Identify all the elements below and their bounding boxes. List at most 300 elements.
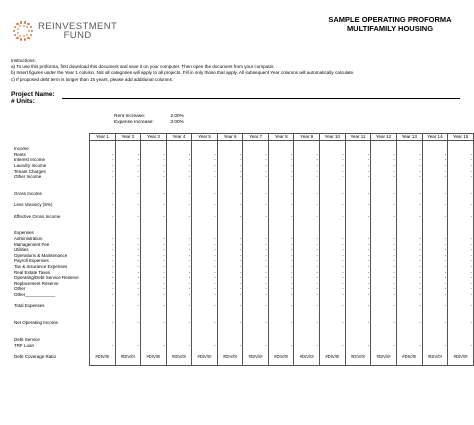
value-cell: - [115, 270, 141, 276]
value-cell[interactable]: - [90, 286, 116, 292]
value-cell: - [422, 281, 448, 287]
value-cell: #DIV/0! [217, 354, 243, 360]
logo-dot [27, 37, 30, 40]
value-cell: #DIV/0! [345, 354, 371, 360]
value-cell: #DIV/0! [115, 354, 141, 360]
value-cell: - [422, 191, 448, 197]
row-label: Administration [14, 235, 43, 241]
value-cell: - [294, 343, 320, 349]
value-cell: - [166, 253, 192, 259]
value-cell[interactable]: - [90, 174, 116, 180]
value-cell: - [166, 343, 192, 349]
value-cell: - [294, 320, 320, 326]
value-cell: - [166, 320, 192, 326]
value-cell: - [268, 303, 294, 309]
value-cell [166, 359, 192, 365]
value-cell: - [294, 264, 320, 270]
row-label: Interest Income [14, 157, 46, 163]
value-cell: #DIV/0! [396, 354, 422, 360]
value-cell: - [192, 242, 218, 248]
value-cell [243, 359, 269, 365]
value-cell: - [268, 242, 294, 248]
value-cell: - [345, 157, 371, 163]
instruction-b: b) Insert figures under the Year 1 column. Not all categories will apply to all projects. Fill in only those that apply. All subsequent Year columns will automatically calculate. [11, 70, 355, 76]
value-cell: - [115, 202, 141, 208]
value-cell: - [396, 292, 422, 298]
value-cell: - [448, 169, 474, 175]
value-cell: - [141, 157, 167, 163]
value-cell: - [371, 202, 397, 208]
value-cell[interactable]: - [90, 258, 116, 264]
value-cell: - [166, 264, 192, 270]
value-cell: - [141, 258, 167, 264]
value-cell: - [192, 214, 218, 220]
value-cell: - [166, 242, 192, 248]
row-label: Tax & Insurance Expenses [14, 264, 68, 270]
value-cell: - [243, 191, 269, 197]
value-cell: - [294, 258, 320, 264]
value-cell [448, 359, 474, 365]
value-cell: - [319, 242, 345, 248]
value-cell: - [115, 247, 141, 253]
year-header: Year 13 [396, 134, 422, 141]
value-cell: - [268, 320, 294, 326]
value-cell: - [192, 286, 218, 292]
value-cell [422, 359, 448, 365]
value-cell[interactable]: - [90, 270, 116, 276]
value-cell: - [396, 270, 422, 276]
value-cell: - [217, 202, 243, 208]
value-cell: - [319, 253, 345, 259]
value-cell: - [319, 264, 345, 270]
row-label: Debt Service [14, 336, 40, 342]
value-cell: - [243, 157, 269, 163]
year-header: Year 2 [115, 134, 141, 141]
instruction-c: c) If proposed debt term is longer than 15 years, please add additional columns. [11, 76, 174, 82]
value-cell: - [141, 169, 167, 175]
row-label: Management Fee [14, 241, 50, 247]
value-cell: - [268, 202, 294, 208]
value-cell: - [141, 163, 167, 169]
value-cell[interactable]: - [90, 242, 116, 248]
logo-dot [14, 34, 17, 37]
project-info [11, 91, 55, 105]
value-cell: - [243, 343, 269, 349]
year-header: Year 6 [217, 134, 243, 141]
value-cell: - [371, 236, 397, 242]
value-cell: - [217, 253, 243, 259]
value-cell: - [192, 292, 218, 298]
value-cell[interactable]: - [90, 152, 116, 158]
document-title [320, 15, 460, 33]
value-cell: - [345, 275, 371, 281]
logo-dot [20, 21, 23, 24]
rent-increase-label: Rent Increase: [114, 114, 146, 119]
sunburst-logo-icon [12, 20, 34, 42]
value-cell: - [396, 343, 422, 349]
value-cell: - [345, 152, 371, 158]
value-cell: - [243, 236, 269, 242]
value-cell: - [217, 281, 243, 287]
value-cell: - [422, 286, 448, 292]
value-cell: - [396, 247, 422, 253]
value-cell: - [422, 343, 448, 349]
value-cell: - [141, 320, 167, 326]
value-cell[interactable]: - [90, 281, 116, 287]
value-cell [90, 359, 116, 365]
logo-line-1: REINVESTMENT [38, 21, 118, 32]
value-cell[interactable]: - [90, 275, 116, 281]
value-cell: - [268, 292, 294, 298]
value-cell: - [192, 247, 218, 253]
value-cell: - [294, 281, 320, 287]
value-cell: - [217, 191, 243, 197]
value-cell: - [243, 214, 269, 220]
value-cell: - [319, 152, 345, 158]
value-cell: - [345, 264, 371, 270]
row-label: Other____________ [14, 292, 56, 298]
value-cell: - [396, 191, 422, 197]
value-cell: - [294, 292, 320, 298]
value-cell: - [371, 157, 397, 163]
value-cell[interactable]: - [90, 191, 116, 197]
value-cell: - [217, 258, 243, 264]
value-cell: #DIV/0! [243, 354, 269, 360]
value-cell[interactable]: - [90, 292, 116, 298]
value-cell: #DIV/0! [319, 354, 345, 360]
value-cell: - [115, 163, 141, 169]
value-cell: - [371, 191, 397, 197]
value-cell: - [166, 174, 192, 180]
value-cell[interactable]: - [90, 320, 116, 326]
value-cell [319, 359, 345, 365]
value-cell: - [294, 214, 320, 220]
value-cell: - [294, 169, 320, 175]
value-cell: - [396, 157, 422, 163]
value-cell: - [448, 253, 474, 259]
project-name-label: Project Name: [11, 91, 55, 98]
value-cell: - [141, 292, 167, 298]
value-cell: - [192, 343, 218, 349]
value-cell: - [396, 174, 422, 180]
value-cell: - [192, 236, 218, 242]
value-cell: - [243, 264, 269, 270]
value-cell: - [319, 174, 345, 180]
rate-assumptions [114, 114, 184, 126]
value-cell: - [243, 174, 269, 180]
value-cell: - [217, 214, 243, 220]
proforma-sheet [14, 133, 474, 366]
value-cell: - [268, 275, 294, 281]
value-cell: - [371, 214, 397, 220]
value-cell: #DIV/0! [294, 354, 320, 360]
value-cell: - [192, 275, 218, 281]
year-header-row [14, 134, 474, 141]
value-cell [217, 359, 243, 365]
value-cell: - [319, 270, 345, 276]
value-cell: - [294, 242, 320, 248]
year-header: Year 3 [141, 134, 167, 141]
value-cell: - [371, 303, 397, 309]
value-cell: - [243, 292, 269, 298]
value-cell: - [319, 247, 345, 253]
value-cell: - [217, 270, 243, 276]
value-cell: - [422, 236, 448, 242]
value-cell: #DIV/0! [371, 354, 397, 360]
value-cell: - [115, 303, 141, 309]
logo-dot [30, 34, 33, 37]
value-cell: - [345, 281, 371, 287]
value-cell: - [345, 247, 371, 253]
logo-dot [19, 25, 21, 27]
value-cell: - [448, 163, 474, 169]
value-cell: - [115, 157, 141, 163]
value-cell: - [371, 242, 397, 248]
value-cell: - [141, 286, 167, 292]
instructions-heading: Instructions: [11, 58, 36, 63]
value-cell: - [268, 343, 294, 349]
value-cell[interactable]: - [90, 247, 116, 253]
value-cell: - [217, 152, 243, 158]
value-cell: - [448, 236, 474, 242]
value-cell: - [448, 214, 474, 220]
value-cell: - [217, 320, 243, 326]
value-cell: - [166, 157, 192, 163]
value-cell [192, 359, 218, 365]
value-cell: - [422, 253, 448, 259]
value-cell: - [396, 303, 422, 309]
project-name-field[interactable] [62, 98, 460, 99]
reinvestment-fund-logo [12, 20, 117, 42]
value-cell: - [217, 157, 243, 163]
value-cell: - [141, 275, 167, 281]
value-cell: - [294, 236, 320, 242]
value-cell[interactable]: - [90, 163, 116, 169]
value-cell: - [371, 264, 397, 270]
value-cell: - [192, 320, 218, 326]
value-cell: - [166, 275, 192, 281]
value-cell: - [319, 191, 345, 197]
value-cell [115, 359, 141, 365]
value-cell: - [268, 258, 294, 264]
year-header: Year 15 [448, 134, 474, 141]
value-cell: - [115, 152, 141, 158]
value-cell: - [192, 303, 218, 309]
value-cell: - [141, 303, 167, 309]
value-cell: - [448, 191, 474, 197]
row-label: Other Income [14, 174, 42, 180]
value-cell: - [268, 264, 294, 270]
value-cell: - [422, 157, 448, 163]
value-cell: - [448, 152, 474, 158]
value-cell: - [319, 163, 345, 169]
value-cell: - [422, 275, 448, 281]
value-cell: - [345, 320, 371, 326]
logo-dot [17, 28, 19, 30]
value-cell: - [345, 236, 371, 242]
value-cell: - [166, 286, 192, 292]
value-cell[interactable]: - [90, 236, 116, 242]
logo-dot [16, 37, 19, 40]
value-cell: - [243, 303, 269, 309]
logo-dot [26, 34, 28, 36]
value-cell: - [396, 264, 422, 270]
row-label: Gross Income [14, 191, 43, 197]
value-cell: #DIV/0! [192, 354, 218, 360]
value-cell: - [448, 343, 474, 349]
units-label: # Units: [11, 98, 35, 105]
value-cell: - [319, 258, 345, 264]
value-cell[interactable]: - [90, 264, 116, 270]
expense-increase-row [114, 120, 184, 126]
value-cell: - [396, 152, 422, 158]
title-line-2: MULTIFAMILY HOUSING [346, 24, 434, 33]
rent-increase-value[interactable]: 2.00% [170, 114, 184, 119]
value-cell: - [422, 214, 448, 220]
value-cell: - [268, 270, 294, 276]
value-cell: - [141, 247, 167, 253]
value-cell: - [422, 320, 448, 326]
value-cell: - [166, 214, 192, 220]
value-cell: - [422, 270, 448, 276]
value-cell: - [141, 242, 167, 248]
value-cell: - [192, 163, 218, 169]
value-cell: - [319, 343, 345, 349]
value-cell: - [192, 152, 218, 158]
value-cell: - [345, 303, 371, 309]
value-cell: - [448, 275, 474, 281]
value-cell: - [448, 292, 474, 298]
value-cell[interactable]: - [90, 157, 116, 163]
value-cell: - [217, 286, 243, 292]
value-cell: - [345, 191, 371, 197]
value-cell: - [268, 286, 294, 292]
value-cell: - [396, 169, 422, 175]
value-cell: - [448, 264, 474, 270]
value-cell: - [448, 258, 474, 264]
value-cell: - [319, 214, 345, 220]
expense-increase-value[interactable]: 3.00% [170, 120, 184, 125]
value-cell: - [319, 202, 345, 208]
value-cell: - [319, 236, 345, 242]
value-cell[interactable]: - [90, 343, 116, 349]
value-cell: - [166, 270, 192, 276]
year-header: Year 9 [294, 134, 320, 141]
value-cell: - [422, 242, 448, 248]
value-cell: - [268, 157, 294, 163]
value-cell: - [166, 152, 192, 158]
row-label: Debt Coverage Ratio [14, 353, 57, 359]
row-label: Effective Gross Income [14, 213, 61, 219]
value-cell: - [243, 258, 269, 264]
value-cell: - [192, 264, 218, 270]
value-cell: - [166, 169, 192, 175]
value-cell: - [422, 247, 448, 253]
value-cell: - [192, 202, 218, 208]
value-cell: - [243, 247, 269, 253]
value-cell: - [268, 163, 294, 169]
value-cell: - [448, 157, 474, 163]
logo-line-2: FUND [63, 30, 92, 41]
value-cell: - [448, 242, 474, 248]
value-cell: - [243, 152, 269, 158]
value-cell: - [166, 258, 192, 264]
value-cell: - [396, 214, 422, 220]
value-cell: - [166, 202, 192, 208]
value-cell[interactable]: - [90, 303, 116, 309]
value-cell: - [294, 202, 320, 208]
value-cell[interactable]: - [90, 202, 116, 208]
row-label: Income [14, 146, 29, 152]
value-cell: - [319, 157, 345, 163]
value-cell: - [371, 258, 397, 264]
value-cell: #DIV/0! [448, 354, 474, 360]
value-cell: - [115, 191, 141, 197]
value-cell: - [141, 236, 167, 242]
value-cell: - [448, 202, 474, 208]
value-cell: - [319, 286, 345, 292]
value-cell[interactable]: - [90, 253, 116, 259]
value-cell: - [422, 258, 448, 264]
value-cell: - [371, 270, 397, 276]
value-cell: - [396, 202, 422, 208]
value-cell: - [294, 253, 320, 259]
value-cell: - [192, 253, 218, 259]
row-label: Replacement Reserve [14, 280, 59, 286]
value-cell: - [141, 253, 167, 259]
table-row [14, 359, 474, 365]
value-cell: - [217, 264, 243, 270]
value-cell: - [396, 286, 422, 292]
value-cell: - [166, 292, 192, 298]
logo-dot [27, 23, 30, 26]
value-cell: - [217, 343, 243, 349]
row-label: Tenant Charges [14, 168, 46, 174]
row-label: Real Estate Taxes [14, 269, 51, 275]
value-cell: - [345, 169, 371, 175]
value-cell: - [243, 169, 269, 175]
value-cell: - [294, 247, 320, 253]
header-label-cell [14, 134, 90, 141]
value-cell: - [345, 258, 371, 264]
value-cell: #DIV/0! [422, 354, 448, 360]
value-cell: - [422, 292, 448, 298]
value-cell: - [166, 236, 192, 242]
value-cell[interactable]: - [90, 214, 116, 220]
year-header: Year 7 [243, 134, 269, 141]
value-cell: - [166, 191, 192, 197]
value-cell: - [319, 292, 345, 298]
value-cell: - [371, 169, 397, 175]
value-cell: - [115, 236, 141, 242]
value-cell: - [294, 275, 320, 281]
value-cell: - [448, 270, 474, 276]
row-label: Payroll Expenses [14, 258, 49, 264]
value-cell: - [345, 242, 371, 248]
value-cell: - [294, 303, 320, 309]
value-cell: - [268, 174, 294, 180]
value-cell [268, 359, 294, 365]
value-cell: - [141, 281, 167, 287]
value-cell: - [422, 163, 448, 169]
value-cell: - [217, 163, 243, 169]
value-cell: - [192, 169, 218, 175]
value-cell: - [294, 157, 320, 163]
value-cell: - [294, 174, 320, 180]
year-header: Year 14 [422, 134, 448, 141]
value-cell[interactable]: - [90, 169, 116, 175]
value-cell: - [192, 174, 218, 180]
